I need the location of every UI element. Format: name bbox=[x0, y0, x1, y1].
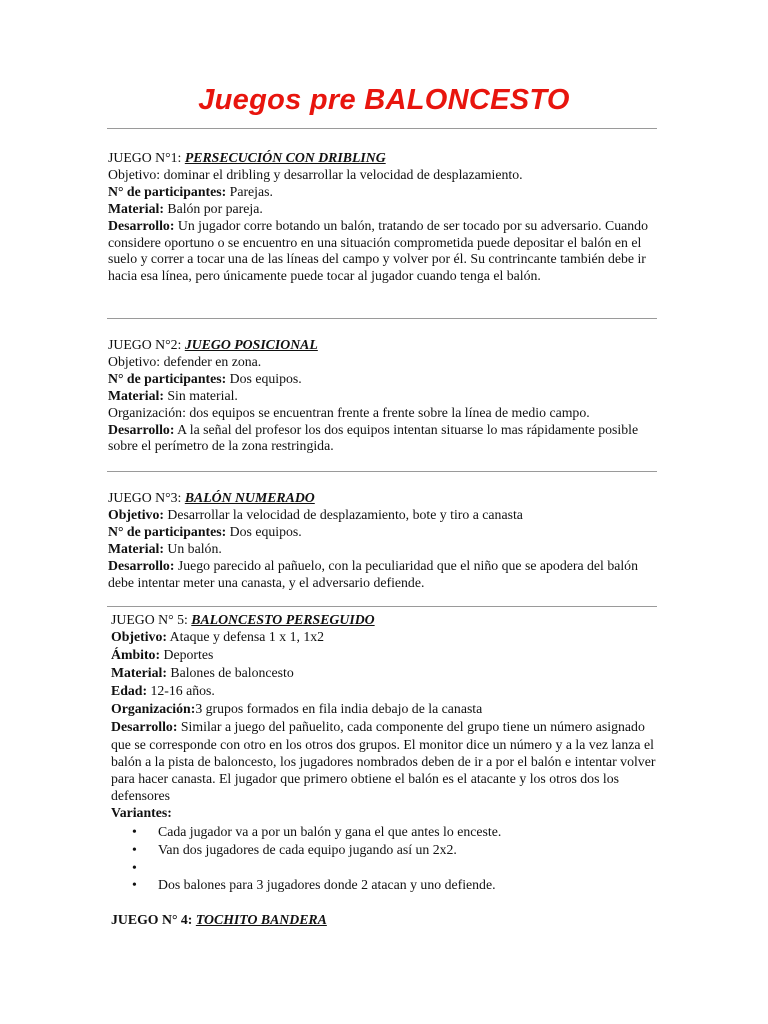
game-2-material: Material: Sin material. bbox=[108, 387, 238, 403]
game-3-participantes: N° de participantes: Dos equipos. bbox=[108, 523, 302, 539]
game-5-objetivo: Objetivo: Ataque y defensa 1 x 1, 1x2 bbox=[111, 629, 325, 644]
game-5-material: Material: Balones de baloncesto bbox=[111, 665, 294, 681]
list-item: • Van dos jugadores de cada equipo jugando así un 2x2. bbox=[111, 841, 663, 859]
game-1-desarrollo: Desarrollo: Un jugador corre botando un balón, tratando de ser tocado por su adversario. Cuando considere oportuno o se encuentro en una situación comprometida puede depositar el balón en el suelo y correr a tocar una de las líneas del campo y volver por él. Su contrincante también debe ir hacia esa línea, pero únicamente puede tocar al jugador cuando tenga el balón. bbox=[108, 217, 648, 284]
game-5-section bbox=[111, 611, 663, 894]
game-3-section bbox=[108, 490, 663, 591]
game-1-number: JUEGO N°1: bbox=[108, 150, 182, 165]
game-1-objetivo: Objetivo: dominar el dribling y desarrollar la velocidad de desplazamiento. bbox=[108, 166, 523, 182]
game-1-heading bbox=[108, 150, 663, 167]
list-item: • Cada jugador va a por un balón y gana el que antes lo enceste. bbox=[111, 823, 663, 841]
game-5-desarrollo: Desarrollo: Similar a juego del pañuelito, cada componente del grupo tiene un número asignado que se corresponde con otro en los otros dos grupos. El monitor dice un número y a la vez lanza el balón a la pista de baloncesto, los jugadores nombrados deben de ir a por el balón e intentar volver para hacer canasta. El jugador que primero obtiene el balón es el atacante y los otros dos los defensores bbox=[111, 719, 656, 804]
game-5-edad: Edad: 12-16 años. bbox=[111, 683, 215, 699]
game-1-material: Material: Balón por pareja. bbox=[108, 200, 263, 216]
game-5-heading bbox=[111, 611, 663, 628]
game-3-material: Material: Un balón. bbox=[108, 540, 222, 556]
game-4-heading bbox=[111, 912, 666, 929]
game-5-ambito: Ámbito: Deportes bbox=[111, 647, 214, 663]
game-5-number: JUEGO N° 5: bbox=[111, 612, 188, 627]
game-2-section bbox=[108, 337, 663, 455]
game-5-variantes-list bbox=[111, 823, 663, 894]
game-3-desarrollo: Desarrollo: Juego parecido al pañuelo, con la peculiaridad que el niño que se apodera del balón debe intentar meter una canasta, y el adversario defiende. bbox=[108, 557, 638, 590]
game-1-divider bbox=[107, 318, 657, 319]
game-1-participantes: N° de participantes: Parejas. bbox=[108, 183, 273, 199]
game-2-heading bbox=[108, 337, 663, 354]
game-2-participantes: N° de participantes: Dos equipos. bbox=[108, 370, 302, 386]
game-4-name: TOCHITO BANDERA bbox=[195, 912, 327, 927]
game-2-organizacion: Organización: dos equipos se encuentran frente a frente sobre la línea de medio campo. bbox=[108, 404, 590, 420]
game-3-heading bbox=[108, 490, 663, 507]
game-3-objetivo: Objetivo: Desarrollar la velocidad de desplazamiento, bote y tiro a canasta bbox=[108, 506, 523, 522]
game-2-name: JUEGO POSICIONAL bbox=[184, 337, 318, 352]
game-4-section bbox=[111, 912, 666, 929]
list-item: • Dos balones para 3 jugadores donde 2 atacan y uno defiende. bbox=[111, 876, 663, 894]
game-1-name: PERSECUCIÓN CON DRIBLING bbox=[184, 150, 386, 165]
title-divider bbox=[107, 128, 657, 129]
game-5-variantes-label: Variantes: bbox=[111, 805, 172, 821]
list-spacer bbox=[111, 859, 663, 876]
game-2-divider bbox=[107, 471, 657, 472]
game-3-number: JUEGO N°3: bbox=[108, 490, 182, 505]
game-4-number: JUEGO N° 4: bbox=[111, 912, 193, 927]
document-title: Juegos pre BALONCESTO bbox=[198, 84, 570, 116]
game-2-desarrollo: Desarrollo: A la señal del profesor los dos equipos intentan situarse lo mas rápidamente posible sobre el perímetro de la zona restringida. bbox=[108, 421, 639, 454]
game-3-divider bbox=[107, 606, 657, 607]
game-3-name: BALÓN NUMERADO bbox=[184, 490, 315, 505]
game-5-organizacion: Organización:3 grupos formados en fila india debajo de la canasta bbox=[111, 701, 483, 717]
game-2-number: JUEGO N°2: bbox=[108, 337, 182, 352]
game-2-objetivo: Objetivo: defender en zona. bbox=[108, 353, 262, 369]
game-5-name: BALONCESTO PERSEGUIDO bbox=[191, 612, 375, 627]
game-1-section bbox=[108, 150, 663, 285]
